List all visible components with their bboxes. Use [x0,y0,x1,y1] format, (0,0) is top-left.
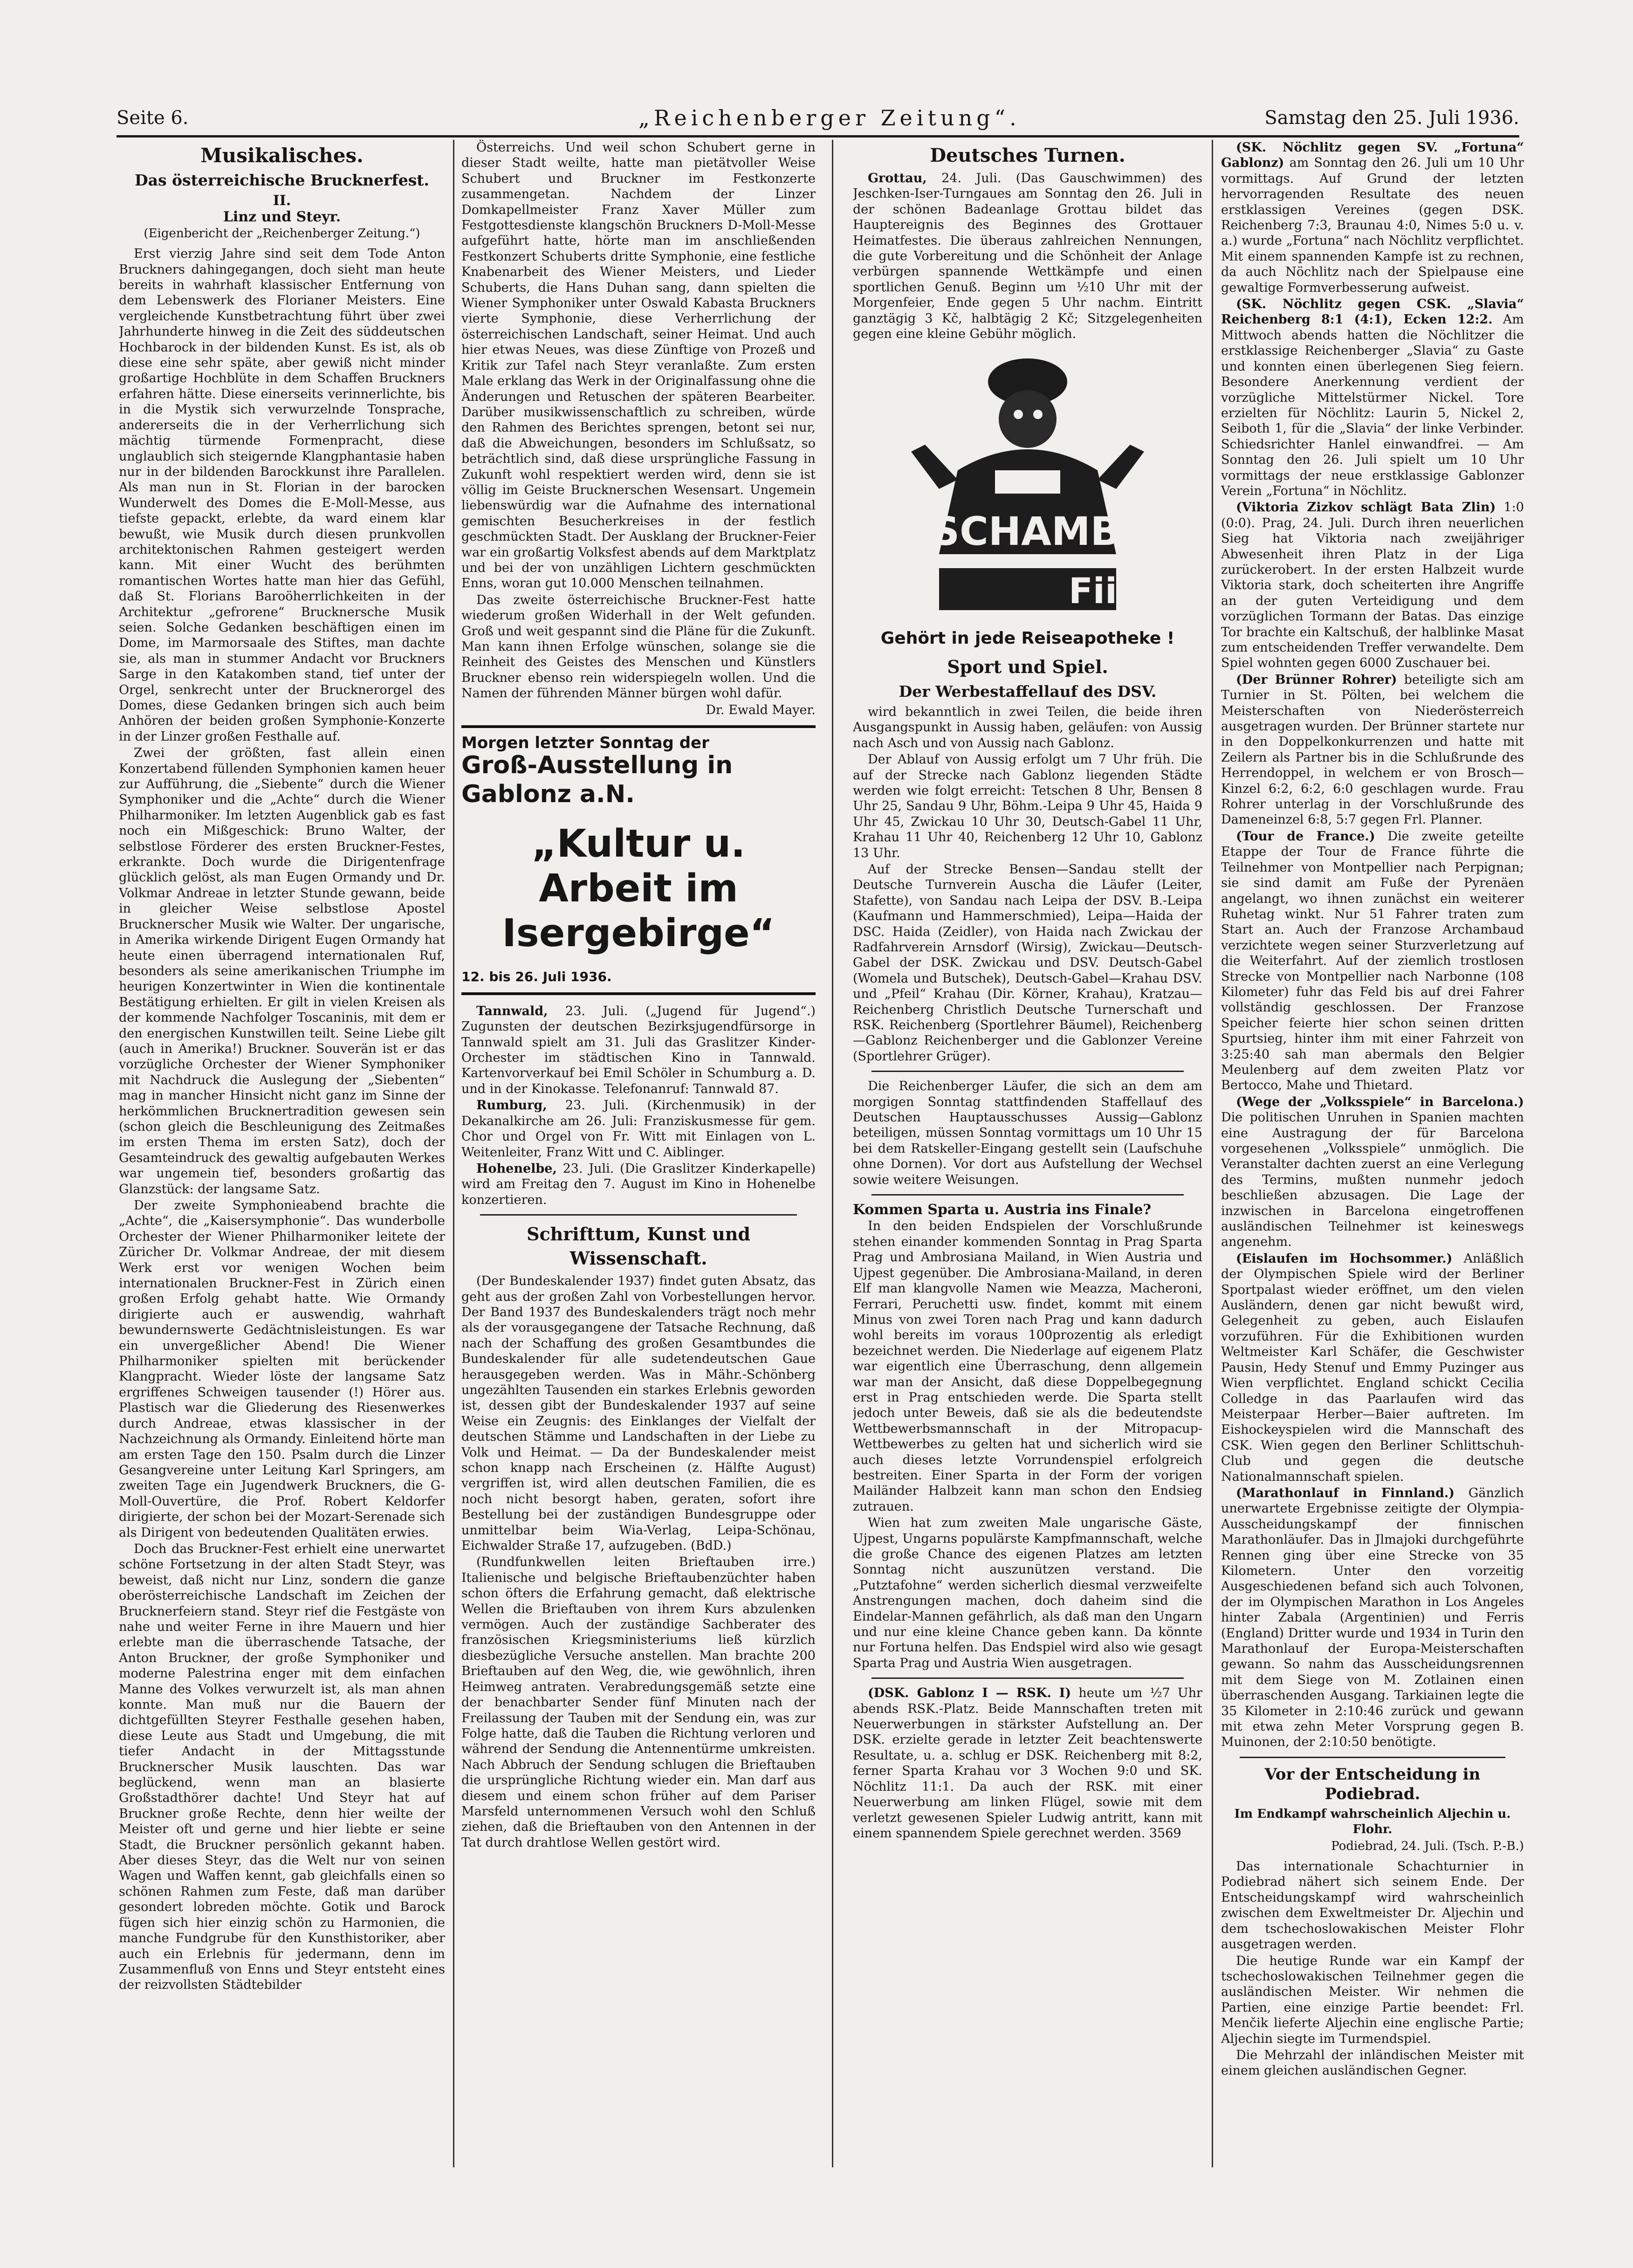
paragraph: Die Reichenberger Läufer, die sich an dem am morgigen Sonntag stattfindenden Staffellauf des Deutschen Hauptausschusses Aussig—Gablonz beteiligen, müssen Sonntag vormittags um 10 Uhr 15 bei dem Ratskeller-Eingang gestellt sein (Laufschuhe ohne Dornen). Vor dort aus Aufstellung der Wechsel sowie weitere Weisungen. [853,1079,1202,1187]
column-3 [853,140,1202,2167]
section-divider [871,1677,1184,1679]
issue-date: Samstag den 25. Juli 1936. [1264,107,1519,129]
note-lead: (Wege der „Volksspiele“ in Barcelona.) [1236,1094,1524,1109]
paragraph: Zwei der größten, fast allein einen Konzertabend füllenden Symphonien kamen heuer zur Aufführung, die „Siebente“ durch die Wiener Symphoniker und die „Achte“ durch die Wiener Philharmoniker. Im letzten Augenblick gab es fast noch ein Mißgeschick: Bruno Walter, der selbstlose Förderer des ersten Bruckner-Festes, erkrankte. Doch wurde die Dirigentenfrage glücklich gelöst, als man Eugen Ormandy und Dr. Volkmar Andreae in letzter Stunde gewann, beide in gleicher Weise selbstlose Apostel Brucknerscher Musik wie Walter. Der ungarische, in Amerika wirkende Dirigent Eugen Ormandy hat heute einen überragend internationalen Ruf, besonders als seine amerikanischen Triumphe im heurigen Konzertwinter in Wien die kontinentale Bestätigung erhielten. Er gilt in vielen Kreisen als der kommende Nachfolger Toscaninis, mit dem er den energischen Kunstwillen teilt. Seine Liebe gilt (auch in Amerika!) Bruckner. Souverän ist er das vorzügliche Orchester der Wiener Symphoniker mit Nachdruck die Auslegung der „Siebenten“ mag in mancher Hinsicht nicht ganz im Sinne der herkömmlichen Brucknertradition gewesen sein (schon gleich die Beschleunigung des Zeitmaßes im ersten Thema im ersten Satz), doch der Gesamteindruck des gewaltig aufgebauten Werkes war ungemein tief, besonders großartig das Glanzstück: der langsame Satz. [119,746,445,1196]
news-note [1221,1094,1524,1250]
news-note [853,171,1202,342]
section-divider [1240,1757,1505,1758]
column-1 [119,140,445,2149]
note-lead: (SK. Nöchlitz gegen CSK. „Slavia“ Reichenberg 8:1 (4:1), Ecken 12:2. [1221,297,1524,327]
newspaper-name: „Reichenberger Zeitung“. [638,105,1021,131]
note-lead: (Viktoria Zizkov schlägt Bata Zlin) [1236,500,1496,515]
note-lead: (Eislaufen im Hochsommer.) [1236,1251,1453,1266]
note-lead: Rumburg, [476,1098,547,1113]
note-lead: (DSK. Gablonz I — RSK. I) [868,1686,1071,1701]
paragraph: Wien hat zum zweiten Male ungarische Gäste, Ujpest, Ungarns populärste Kampfmannschaft, welche die große Chance des eigenen Platzes am letzten Sonntag nicht auszunützen verstand. Die „Putztafohne“ werden sicherlich diesmal verzweifelte Anstrengungen machen, doch daheim sind die Eindelar-Mannen gefährlich, als daß man den Ungarn und nur eine kleine Chance geben kann. Da könnte nur Fortuna helfen. Das Endspiel wird also wie gesagt Sparta Prag und Austria Wien ausgetragen. [853,1516,1202,1670]
exhibition-advertisement [461,725,816,995]
note-text: 23. Juli. (Die Graslitzer Kinderkapelle) wird am Freitag den 7. August im Kino in Hohenelbe konzertieren. [461,1161,816,1207]
note-text: beteiligte sich am Turnier in St. Pölten, bei welchem die Meisterschaften von Niederösterreich ausgetragen wurden. Der Brünner startete nur in den Doppelkonkurrenzen und hatte mit Zeilern als Partner bis in die Schlußrunde des Herrendoppel, in welchem er von Brosch—Kinzel 6:2, 6:2, 6:0 geschlagen wurde. Frau Rohrer unterlag in der Vorschlußrunde des Dameneinzel 6:8, 5:7 gegen Frl. Planner. [1221,672,1524,827]
article-subtitle: Linz und Steyr. [223,209,341,226]
ad-dates: 12. bis 26. Juli 1936. [461,969,612,985]
news-note [1221,1251,1524,1485]
section-divider [871,1071,1184,1072]
column-4 [1221,140,1524,2167]
article-author: Dr. Ewald Mayer. [706,702,816,717]
ad-slogan: „Kultur u. Arbeit im Isergebirge“ [502,822,775,956]
column-divider [453,140,454,2167]
section-divider [480,1214,797,1216]
paragraph: Österreichs. Und weil schon Schubert gerne in dieser Stadt weilte, hatte man pietätvoller Weise Schubert und Bruckner im Festkonzerte zusammengetan. Nachdem der Linzer Domkapellmeister Franz Xaver Müller zum Festgottesdienste klangschön Bruckners D-Moll-Messe aufgeführt hatte, hörte man im anschließenden Festkonzert Schuberts dritte Symphonie, eine festliche Knabenarbeit des Wiener Meisters, und Lieder Schuberts, die Hans Duhan sang, dann spielten die Wiener Symphoniker unter Oswald Kabasta Bruckners vierte Symphonie, diese Verherrlichung der österreichischen Landschaft, seiner Heimat. Und auch hier etwas Neues, was diese Zünftige von Prozeß und Kritik zur Tafel nach Steyr veranlaßte. Zum ersten Male erklang das Werk in der Originalfassung ohne die Änderungen und Retuschen der späteren Bearbeiter. Darüber musikwissenschaftlich zu schreiben, würde den Rahmen des Berichtes sprengen, betont sei nur, daß die Abweichungen, besonders im Schlußsatz, so beträchtlich sind, daß diese ursprüngliche Fassung in Zukunft wohl respektiert werden wird, denn sie ist völlig im Geiste Brucknerschen Wesensart. Ungemein liebenswürdig war die Aufnahme des international gemischten Besucherkreises in der festlich geschmückten Stadt. Der Ausklang der Bruckner-Feier war ein großartig Volksfest abends auf dem Marktplatz und bei der von unzähligen Lichtern geschmückten Enns, woran gut 10.000 Menschen teilnahmen. [461,140,816,591]
section-title: Sport und Spiel. [947,656,1108,677]
article-title: Vor der Entscheidung in Podiebrad. [1264,1765,1481,1803]
section-divider [871,1194,1184,1196]
footnote-number: 3569 [1149,1826,1181,1841]
note-lead: Hohenelbe, [476,1161,557,1176]
news-note [1221,500,1524,671]
article-subtitle: Im Endkampf wahrscheinlich Aljechin u. Flohr. [1234,1807,1511,1837]
note-lead: (Marathonlauf in Finnland.) [1236,1485,1455,1500]
article-dateline: Podiebrad, 24. Juli. (Tsch. P.-B.) [1331,1839,1524,1853]
paragraph: Der zweite Symphonieabend brachte die „Achte“, die „Kaisersymphonie“. Das wunderbolle Orchester der Wiener Philharmoniker leitete der Züricher Dr. Volkmar Andreae, der mit diesem Werk erst vor wenigen Wochen beim internationalen Bruckner-Fest in Zürich einen großen Erfolg gehabt hatte. Wie Ormandy dirigierte auch er auswendig, wahrhaft bewundernswerte Gedächtnisleistungen. Es war ein unvergeßlicher Abend! Die Wiener Philharmoniker spielten mit berückender Klangpracht. Wieder löste der langsame Satz ergriffenes Schweigen tausender (!) Hörer aus. Plastisch war die Gliederung des Riesenwerkes durch Andreae, etwas klassischer in der Nachzeichnung als Ormandy. Einleitend hörte man am ersten Tage den 150. Psalm durch die Linzer Gesangvereine unter Leitung Karl Springers, am zweiten Tage ein Jugendwerk Bruckners, die G-Moll-Ouvertüre, die Prof. Robert Keldorfer dirigierte, der schon bei der Mozart-Serenade sich als Dirigent von bedeutenden Qualitäten erwies. [119,1198,445,1540]
news-note [853,1685,1202,1841]
note-lead: (Der Brünner Rohrer) [1236,672,1397,687]
note-text: 24. Juli. (Das Gauschwimmen) des Jeschken-Iser-Turngaues am Sonntag den 26. Juli in der schönen Badeanlage Grottau bildet das Hauptereignis des Beginnes des Grottauer Heimatfestes. Die überaus zahlreichen Nennungen, die gute Vorbereitung und die Schönheit der Anlage verbürgen spannende Wettkämpfe und einen sportlichen Genuß. Beginn um ½10 Uhr mit der Morgenfeier, Ende gegen 5 Uhr nachm. Eintritt ganztägig 3 Kč, halbtägig 2 Kč; Sitzgelegenheiten gegen eine kleine Gebühr möglich. [853,171,1202,342]
paragraph: (Rundfunkwellen leiten Brieftauben irre.) Italienische und belgische Brieftaubenzüchter haben schon öfters die Erfahrung gemacht, daß elektrische Wellen die Brieftauben von ihrem Kurs abzulenken vermögen. Auch der zuständige Sachberater des französischen Kriegsministeriums ließ kürzlich diesbezügliche Versuche anstellen. Man brachte 200 Brieftauben auf den Weg, die, wie gewöhnlich, ihren Heimweg antraten. Verabredungsgemäß setzte eine der benachbarter Sender fünf Minuten nach der Freilassung der Tauben mit der Sendung ein, was zur Folge hatte, daß die Tauben die Richtung verloren und während der Sendung die Antennentürme umkreisten. Nach Abbruch der Sendung schlugen die Brieftauben die ursprüngliche Richtung wieder ein. Man darf aus diesem und einem schon früher auf dem Pariser Marsfeld unternommenen Versuch wohl den Schluß ziehen, daß die Brieftauben von den Antennen in der Tat durch drahtlose Wellen gestört wird. [461,1555,816,1850]
note-text: Die politischen Unruhen in Spanien machten eine Austragung der für Barcelona vorgesehenen „Volksspiele“ unmöglich. Die Veranstalter dachten zuerst an eine Verlegung des Termins, mußten nunmehr jedoch beschließen abzusagen. Die Lage der inzwischen in Barcelona eingetroffenen ausländischen Teilnehmer ist keineswegs angenehm. [1221,1110,1524,1250]
news-note [1221,296,1524,499]
note-text: 23. Juli. („Jugend für Jugend“.) Zugunsten der deutschen Bezirksjugendfürsorge in Tannwald spielt am 31. Juli das Graslitzer Kinder-Orchester im städtischen Kino in Tannwald. Kartenvorverkauf bei Emil Schöler in Schumburg a. D. und in der Kinokasse. Telefonanruf: Tannwald 87. [461,1003,816,1096]
note-text: am Sonntag den 26. Juli um 10 Uhr vormittags. Auf Grund der letzten hervorragenden Resultate des neuen erstklassigen Vereines (gegen DSK. Reichenberg 7:3, Braunau 4:0, Nimes 5:0 u. v. a.) wurde „Fortuna“ nach Nöchlitz verpflichtet. Mit einem spannenden Kampfe ist zu rechnen, da auch Nöchlitz nach der Spielpause eine gewaltige Formverbesserung aufweist. [1221,156,1524,295]
column-divider [1212,140,1213,2167]
column-divider [832,140,833,2167]
page-number: Seite 6. [117,107,189,129]
tschamba-brand: TSCHAMBA [905,509,1151,555]
note-text: 1:0 (0:0). Prag, 24. Juli. Durch ihren neuerlichen Sieg hat Viktoria nach zweijähriger Abwesenheit ihren Platz in der Liga zurückerobert. In der ersten Halbzeit wurde Viktoria stark, doch scheiterten ihre Angriffe an der guten Verteidigung und dem vorzüglichen Tormann der Batas. Das einzige Tor brachte ein Kaltschuß, der halblinke Masat zum entscheidenden Treffer verwandelte. Dem Spiel wohnten gegen 6000 Zuschauer bei. [1221,500,1524,671]
note-text: heute um ½7 Uhr abends RSK.-Platz. Beide Mannschaften treten mit Neuerwerbungen in stärkster Aufstellung an. Der DSK. erzielte gerade in letzter Zeit beachtenswerte Resultate, u. a. schlug er DSK. Reichenberg mit 8:2, ferner Sparta Krahau vor 3 Wochen 9:0 und SK. Nöchlitz 11:1. Da auch der RSK. mit einer Neuerwerbung am linken Flügel, sowie mit dem verletzt gewesenen Spieler Ludwig antritt, kann mit einem spannendem Spiele gerechnet werden. [853,1686,1202,1841]
news-note [1221,140,1524,296]
ad-slogan: Gehört in jede Reiseapotheke ! [880,629,1175,648]
article-title: Das österreichische Brucknerfest. [134,171,430,189]
note-text: Die zweite geteilte Etappe der Tour de France führte die Teilnehmer von Montpellier nach Perpignan; sie sind damit am Fuße der Pyrenäen angelangt, wo ihnen zunächst ein weiterer Ruhetag winkt. Nur 51 Fahrer traten zum Start an. Auch der Franzose Archambaud verzichtete wegen seiner Sturzverletzung auf die Weiterfahrt. Auf der ziemlich trostlosen Strecke von Montpellier nach Narbonne (108 Kilometer) fuhr das Feld bis auf drei Fahrer vollständig geschlossen. Der Franzose Speicher feierte hier schon seinen dritten Spurtsieg, hinter ihm mit einer Fahrzeit von 3:25:40 sah man abermals den Belgier Meulenberg auf dem zweiten Platz vor Bertocco, Mahe und Thietard. [1221,829,1524,1093]
paragraph: Erst vierzig Jahre sind seit dem Tode Anton Bruckners dahingegangen, doch sieht man heute bereits in wahrhaft klassischer Entfernung von dem Lebenswerk des Florianer Meisters. Eine vergleichende Kunstbetrachtung führt über zwei Jahrhunderte hinweg in die Zeit des süddeutschen Hochbarock in der bildenden Kunst. Es ist, als ob diese eine sehr späte, aber gewiß nicht minder großartige Hochblüte in dem Schaffen Bruckners erfahren hätte. Diese einerseits verinnerlichte, bis in die Mystik sich verwurzelnde Tonsprache, andererseits die in der Verherrlichung sich mächtig türmende Formenpracht, diese unglaublich sich steigernde Klangphantasie haben nur in der bildenden Barockkunst ihre Parallelen. Als man nun in St. Florian in der barocken Wunderwelt des Domes die E-Moll-Messe, aus tiefste gepackt, erlebte, da ward einem klar bewußt, wie Musik durch diesen prunkvollen architektonischen Rahmen gesteigert werden kann. Mit einer Wucht des berühmten romantischen Wortes hatte man hier das Gefühl, daß St. Florians Baroöherrlichkeiten in der Architektur „gefrorene“ Brucknersche Musik seien. Solche Gedanken beschäftigen einen im Dome, im Marmorsaale des Stiftes, man dachte sie, als man in stummer Andacht vor Bruckners Sarge in den Katakomben stand, tief unter der Orgel, senkrecht unter der Brucknerorgel des Domes, diese Gedanken bringen sich auch beim Anhören der beiden großen Symphonie-Konzerte in der Linzer großen Festhalle auf. [119,247,445,744]
news-note [461,1098,816,1160]
news-note [1221,829,1524,1093]
note-lead: (SK. Nöchlitz gegen SV. „Fortuna“ Gablonz) [1221,140,1524,171]
article-title: Kommen Sparta u. Austria ins Finale? [853,1202,1152,1218]
article-title: Der Werbestaffellauf des DSV. [899,682,1157,701]
note-lead: (Tour de France.) [1236,829,1375,844]
section-title: Deutsches Turnen. [930,144,1125,166]
note-text: Am Mittwoch abends hatten die Nöchlitzer die erstklassige Reichenberger „Slavia“ zu Gaste und konnten einen überlegenen Sieg feiern. Besondere Anerkennung verdient der vorzügliche Mittelstürmer Nickel. Tore erzielten für Nöchlitz: Laurin 5, Nickel 2, Seiboth 1, für die „Slavia“ der linke Verbinder. Schiedsrichter Hanlel einwandfrei. — Am Sonntag den 26. Juli spielt um 10 Uhr vormittags der neue erstklassige Gablonzer Verein „Fortuna“ in Nöchlitz. [1221,312,1524,498]
page-header [117,103,1519,136]
tschamba-brand-2: Fii [1068,570,1118,612]
paragraph: wird bekanntlich in zwei Teilen, die beide ihren Ausgangspunkt in Aussig haben, geläufen: von Aussig nach Asch und von Aussig nach Gablonz. [853,704,1202,750]
note-lead: Grottau, [868,171,927,186]
article-part: II. [273,192,291,209]
note-lead: Tannwald, [476,1003,548,1018]
section-title: Schrifttum, Kunst und Wissenschaft. [527,1223,750,1269]
header-rule [117,135,1519,137]
note-text: Gänzlich unerwartete Ergebnisse zeitigte der Olympia-Ausscheidungskampf der finnischen Marathonläufer. Das in Jlmajoki durchgeführte Rennen ging über eine Strecke von 35 Kilometern. Unter den vorzeitig Ausgeschiedenen befand sich auch Tolvonen, der im Olympischen Marathon in Los Angeles hinter Zabala (Argentinien) und Ferris (England) Dritter wurde und 1934 in Turin den Marathonlauf der Europa-Meisterschaften gewann. So nahm das Ausscheidungsrennen mit dem Siege von M. Zotlainen einen überraschenden Ausgang. Tarkiainen legte die 35 Kilometer in 2:10:46 zurück und gewann mit etwa zehn Meter Vorsprung gegen B. Muinonen, der 2:10:50 benötigte. [1221,1485,1524,1750]
paragraph: Die Mehrzahl der inländischen Meister mit einem gleichen ausländischen Gegner. [1221,2048,1524,2078]
paragraph: Doch das Bruckner-Fest erhielt eine unerwartet schöne Fortsetzung in der alten Stadt Steyr, was beweist, daß nicht nur Linz, sondern die ganze oberösterreichische Landschaft im Zeichen der Brucknerfeiern stand. Steyr rief die Festgäste von nahe und weiter Ferne in ihre Mauern und hier erlebte man die überraschende Tatsache, der Anton Bruckner, der große Symphoniker und moderne Palestrina enger mit dem einfachen Manne des Volkes verwurzelt ist, als man ahnen konnte. Man muß nur die Bauern der dichtgefüllten Steyrer Festhalle gesehen haben, diese Leute aus Stadt und Umgebung, die mit tiefer Andacht in der Mittagsstunde Brucknerscher Musik lauschten. Das war beglückend, wenn man an blasierte Großstadthörer dachte! Und Steyr hat auf Bruckner große Rechte, denn hier weilte der Meister oft und gerne und hier liebte er seine Stadt, die Bruckner persönlich gekannt haben. Aber dieses Steyr, das die Welt nur von seinen Wagen und Waffen kennt, gab gleichfalls einen so schönen Rahmen zum Feste, daß man darüber gesondert lobreden möchte. Gotik und Barock fügen sich hier einzig schön zu Harmonien, die manche Fundgrube für den Kunsthistoriker, aber auch ein Erlebnis für jedermann, denn im Zusammenfluß von Enns und Steyr entsteht eines der reizvollsten Städtebilder [119,1541,445,1993]
paragraph: Auf der Strecke Bensen—Sandau stellt der Deutsche Turnverein Auscha die Läufer (Leiter, Stafette), von Sandau nach Leipa der DSV. B.-Leipa (Kaufmann und Hammerschmied), Leipa—Haida der DSC. Haida (Zeidler), von Haida nach Zwickau der Radfahrverein Arnsdorf (Wirsig), Zwickau—Deutsch-Gabel der DSK. Zwickau und DSV. Deutsch-Gabel (Womela und Butschek), Deutsch-Gabel—Krahau DSV. und „Pfeil“ Krahau (Dir. Körner, Krahau), Kratzau—Reichenberg Christlich Deutsche Turnerschaft und RSK. Reichenberg (Sportlehrer Bäumel), Reichenberg—Gablonz Reichenberger und die Gablonzer Vereine (Sportlehrer Grüger). [853,862,1202,1064]
section-title: Musikalisches. [200,144,364,167]
paragraph: In den beiden Endspielen der Vorschlußrunde stehen einander kommenden Sonntag in Prag Sparta Prag und Ambrosiana Mailand, in Wien Austria und Ujpest gegenüber. Die Ambrosiana-Mailand, in deren Elf man klangvolle Namen wie Meazza, Macheroni, Ferrari, Peruchetti usw. findet, kommt mit einem Minus von zwei Toren nach Prag und kann dadurch wohl bereits im voraus 100prozentig als erledigt bezeichnet werden. Die Niederlage auf eigenem Platz war eigentlich eine Überraschung, denn allgemein war man der Ansicht, daß diese Doppelbegegnung erst in Prag entschieden werde. Die Sparta stellt jedoch unter Beweis, daß sie als die bedeutendste Wettbewerbsmannschaft in der Mitropacup-Wettbewerbes zu gelten hat und sicherlich wird sie auch dieses letzte Vorrundenspiel erfolgreich bestreiten. Einer Sparta in der Form der vorigen Mailänder Halbzeit kann man schon den Endsieg zutrauen. [853,1219,1202,1514]
news-note [461,1003,816,1097]
tschamba-illustration [855,349,1200,629]
tschamba-advertisement [853,349,1202,646]
column-2 [461,140,816,2167]
paragraph: (Der Bundeskalender 1937) findet guten Absatz, das geht aus der großen Zahl von Vorbestellungen hervor. Der Band 1937 des Bundeskalenders trägt noch mehr als der vorausgegangene der Tatsache Rechnung, daß nach der Schaffung des großen Gesamtbundes die Bundeskalender für alle sudetendeutschen Gaue herausgegeben werden. Was in Mähr.-Schönberg ungezählten Tausenden ein starkes Erlebnis geworden ist, dessen gibt der Bundeskalender 1937 auf seine Weise ein Zeugnis: des Einklanges der Vielfalt der deutschen Stämme und Landschaften in der Liebe zu Volk und Heimat. — Da der Bundeskalender meist schon knapp nach Erscheinen (z. Hälfte August) vergriffen ist, wird allen deutschen Familien, die es noch nicht besorgt haben, geraten, sofort ihre Bestellung bei der zuständigen Bundesgruppe oder unmittelbar beim Wia-Verlag, Leipa-Schönau, Eichwalder Straße 17, aufzugeben. (BdD.) [461,1274,816,1553]
paragraph: Das zweite österreichische Bruckner-Fest hatte wiederum großen Widerhall in der Welt gefunden. Groß und weit gespannt sind die Pläne für die Zukunft. Man kann ihnen Erfolge wünschen, solange sie die Reinheit des Geistes des Menschen und Künstlers Bruckner ebenso rein widerspiegeln wollen. Und die Namen der führenden Männer bürgen wohl dafür. [461,592,816,701]
paragraph: Die heutige Runde war ein Kampf der tschechoslowakischen Teilnehmer gegen die ausländischen Meister. Wir nehmen die Partien, eine einzige Partie beendet: Frl. Menčik lieferte Aljechin eine englische Partie; Aljechin siegte im Turmendspiel. [1221,1953,1524,2046]
note-text: Anläßlich der Olympischen Spiele wird der Berliner Sportpalast wieder eröffnet, um den vielen Ausländern, denen gar nicht bewußt wird, Gelegenheit zu geben, auch Eislaufen vorzuführen. Für die Exhibitionen wurden Weltmeister Karl Schäfer, die Geschwister Pausin, Hedy Stenuf und Emmy Puzinger aus Wien verpflichtet. England schickt Cecilia Colledge in das Paarlaufen wird das Meisterpaar Herber—Baier auftreten. Im Eishockeyspielen wird die Mannschaft des CSK. Wien gegen den Berliner Schlittschuh-Club und gegen die deutsche Nationalmannschaft spielen. [1221,1251,1524,1484]
news-note [461,1161,816,1208]
news-note [1221,1485,1524,1750]
ad-headline: Morgen letzter Sonntag der [461,734,709,753]
paragraph: Das internationale Schachturnier in Podiebrad nähert sich seinem Ende. Der Entscheidungskampf wird wahrscheinlich zwischen dem Exweltmeister Dr. Aljechin und dem tschechoslowakischen Meister Flohr ausgetragen werden. [1221,1859,1524,1952]
ad-title: Groß-Ausstellung in Gablonz a.N. [461,751,733,809]
article-source: (Eigenbericht der „Reichenberger Zeitung.“) [144,226,420,241]
note-text: 23. Juli. (Kirchenmusik) in der Dekanalkirche am 26. Juli: Franziskusmesse für gem. Chor und Orgel von Fr. Witt mit Einlagen von L. Weitenleiter, Franz Witt und C. Aiblinger. [461,1098,816,1160]
news-note [1221,672,1524,828]
paragraph: Der Ablauf von Aussig erfolgt um 7 Uhr früh. Die auf der Strecke nach Gablonz liegenden Städte werden wie folgt erreicht: Tetschen 8 Uhr, Bensen 8 Uhr 25, Sandau 9 Uhr, Böhm.-Leipa 9 Uhr 45, Haida 9 Uhr 45, Zwickau 10 Uhr 30, Deutsch-Gabel 11 Uhr, Krahau 11 Uhr 40, Reichenberg 12 Uhr 10, Gablonz 13 Uhr. [853,752,1202,860]
